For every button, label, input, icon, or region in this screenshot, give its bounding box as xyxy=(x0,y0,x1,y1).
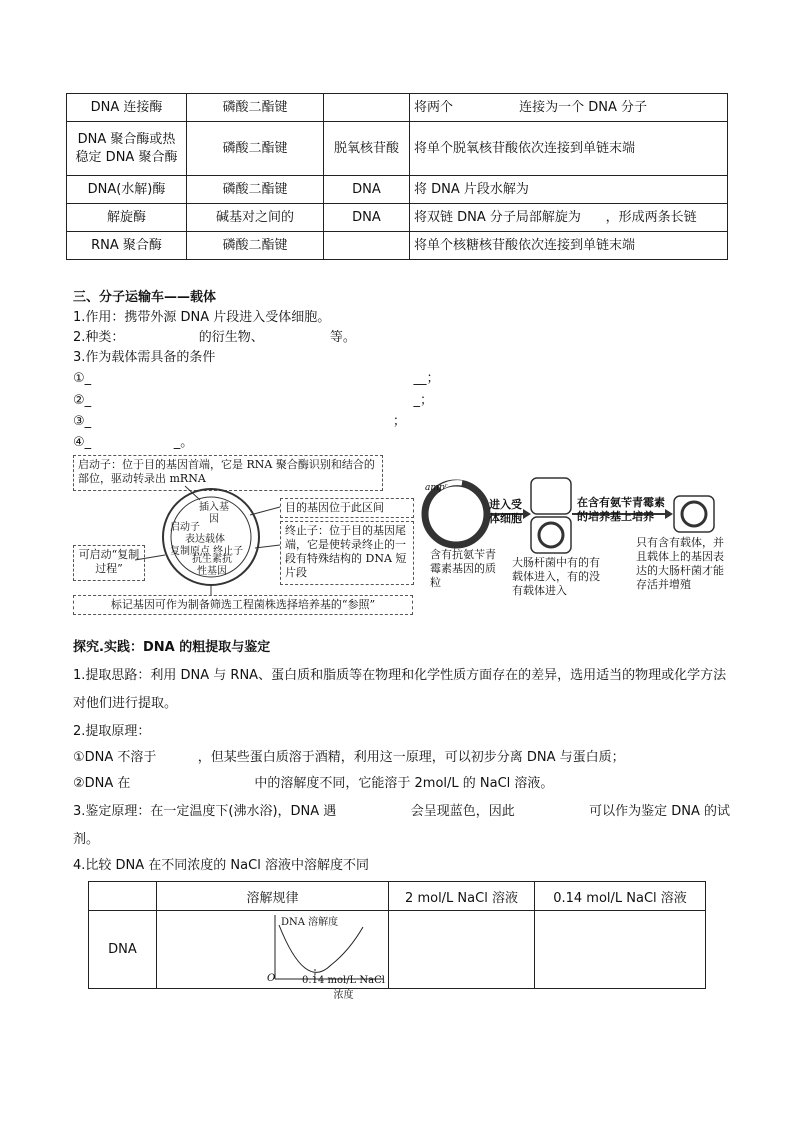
cell: DNA xyxy=(324,176,410,204)
cell: RNA 聚合酶 xyxy=(67,232,187,260)
result-label: 只有含有载体，并且载体上的基因表达的大肠杆菌才能存活并增殖 xyxy=(636,536,724,591)
graph-cell xyxy=(157,911,389,1001)
paragraph: 4.比较 DNA 在不同浓度的 NaCl 溶液中溶解度不同 xyxy=(73,858,369,873)
plasmid-label: 含有抗氨苄青霉素基因的质粒 xyxy=(430,548,496,589)
ring-label: 表达载体 xyxy=(185,534,225,545)
cell: 磷酸二酯键 xyxy=(187,176,324,204)
text-line: 1.作用：携带外源 DNA 片段进入受体细胞。 xyxy=(73,310,331,325)
enter-label: 进入受体细胞 xyxy=(489,498,522,525)
paragraph: ①DNA 不溶于 ，但某些蛋白质溶于酒精，利用这一原理，可以初步分离 DNA 与蛋白质； xyxy=(73,750,625,765)
ring-label: 启动子 xyxy=(170,522,200,533)
y-axis-label: DNA 溶解度 xyxy=(281,917,339,928)
cell xyxy=(389,911,535,989)
header-cell: 溶解规律 xyxy=(157,882,389,911)
row-label: DNA xyxy=(89,911,157,989)
solubility-table xyxy=(88,881,706,1001)
text-line: ③_ ； xyxy=(73,414,406,429)
cell xyxy=(535,911,706,989)
cell: 将两个 连接为一个 DNA 分子 xyxy=(410,94,728,122)
text-line: 3.作为载体需具备的条件 xyxy=(73,350,216,365)
cell: 磷酸二酯键 xyxy=(187,94,324,122)
marker-note: 标记基因可作为制备筛选工程菌株选择培养基的“参照” xyxy=(73,595,413,615)
origin-note: 可启动“复制过程” xyxy=(73,545,145,581)
section-title: 探究.实践：DNA 的粗提取与鉴定 xyxy=(73,640,271,655)
x-axis-label: 0.14 mol/L NaCl浓度 xyxy=(302,975,385,1001)
ecoli-label: 大肠杆菌中有的有载体进入，有的没有载体进入 xyxy=(512,556,600,597)
cell: 将单个脱氧核苷酸依次连接到单链末端 xyxy=(410,122,728,176)
cell: DNA xyxy=(324,204,410,232)
section-title: 三、分子运输车——载体 xyxy=(73,290,217,305)
promoter-note: 启动子：位于目的基因首端，它是 RNA 聚合酶识别和结合的部位，驱动转录出 mRNA xyxy=(73,455,383,491)
text-line: ①_ __； xyxy=(73,371,440,386)
text-line: 2.种类： 的衍生物、 等。 xyxy=(73,330,356,345)
text-line: ②_ _； xyxy=(73,393,433,408)
paragraph: 2.提取原理： xyxy=(73,724,151,739)
ring-label: 抗生素抗性基因 xyxy=(192,554,232,577)
ring-label: 复制原点 终止子 xyxy=(170,546,244,557)
origin-label: O xyxy=(267,973,276,984)
cell: 碱基对之间的 xyxy=(187,204,324,232)
paragraph: 1.提取思路：利用 DNA 与 RNA、蛋白质和脂质等在物理和化学性质方面存在的差异，选用适当的物理或化学方法对他们进行提取。 xyxy=(73,668,727,711)
culture-label: 在含有氨苄青霉素的培养基上培养 xyxy=(577,496,665,523)
header-cell xyxy=(89,882,157,911)
paragraph: 3.鉴定原理：在一定温度下(沸水浴)，DNA 遇 会呈现蓝色，因此 可以作为鉴定 DNA 的试剂。 xyxy=(73,804,730,847)
cell: 磷酸二酯键 xyxy=(187,122,324,176)
target-note: 目的基因位于此区间 xyxy=(280,498,414,518)
text-line: ④_ _。 xyxy=(73,435,194,450)
cell: 脱氧核苷酸 xyxy=(324,122,410,176)
header-cell: 0.14 mol/L NaCl 溶液 xyxy=(535,882,706,911)
amp-label: ampʳ xyxy=(425,483,448,493)
cell: 解旋酶 xyxy=(67,204,187,232)
cell: 磷酸二酯键 xyxy=(187,232,324,260)
cell: 将单个核糖核苷酸依次连接到单链末端 xyxy=(410,232,728,260)
paragraph: ②DNA 在 中的溶解度不同，它能溶于 2mol/L 的 NaCl 溶液。 xyxy=(73,776,554,791)
cell: DNA 连接酶 xyxy=(67,94,187,122)
cell: 将双链 DNA 分子局部解旋为 ，形成两条长链 xyxy=(410,204,728,232)
header-cell: 2 mol/L NaCl 溶液 xyxy=(389,882,535,911)
ring-label: 插入基因 xyxy=(199,502,229,525)
cell-line: 稳定 DNA 聚合酶 xyxy=(75,149,178,165)
cell-line: DNA 聚合酶或热 xyxy=(77,131,176,147)
cell: DNA(水解)酶 xyxy=(67,176,187,204)
terminator-note: 终止子：位于目的基因尾端，它是使转录终止的一段有特殊结构的 DNA 短片段 xyxy=(280,521,414,585)
cell: 将 DNA 片段水解为 xyxy=(410,176,728,204)
